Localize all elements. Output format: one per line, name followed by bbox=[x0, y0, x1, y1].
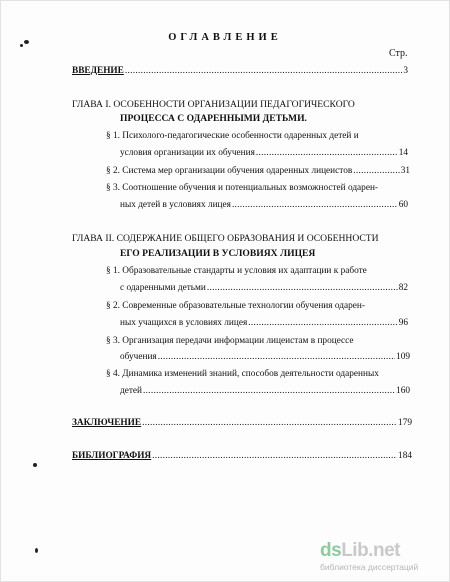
toc-entry-label: § 2. Система мер организации обучения одаренных лицеистов bbox=[106, 166, 353, 176]
dot-leader bbox=[207, 283, 398, 294]
dot-leader bbox=[143, 386, 395, 397]
toc-entry-page: 109 bbox=[396, 352, 410, 362]
page-column-label: Стр. bbox=[389, 48, 408, 59]
toc-entry-label: ных детей в условиях лицея bbox=[120, 200, 231, 210]
toc-entry-label: ВВЕДЕНИЕ bbox=[72, 66, 124, 76]
dot-leader bbox=[142, 418, 397, 429]
toc-entry-page: 60 bbox=[398, 200, 408, 210]
toc-title: ОГЛАВЛЕНИЕ bbox=[168, 32, 282, 43]
scan-speck bbox=[35, 548, 38, 553]
toc-entry-ch1-sec1 bbox=[120, 148, 408, 159]
toc-entry-page: 160 bbox=[396, 386, 410, 396]
toc-entry-page: 96 bbox=[398, 318, 408, 328]
toc-entry-page: 31 bbox=[400, 166, 410, 176]
toc-entry-label: с одаренными детьми bbox=[120, 283, 206, 293]
toc-entry-label: ЗАКЛЮЧЕНИЕ bbox=[72, 418, 142, 428]
ch2-sec1-line1: § 1. Образовательные стандарты и условия их адаптации к работе bbox=[106, 266, 367, 276]
scan-speck bbox=[20, 44, 23, 47]
dot-leader bbox=[125, 66, 402, 77]
ch1-sec3-line1: § 3. Соотношение обучения и потенциальных возможностей одарен- bbox=[106, 183, 379, 193]
toc-entry-bibliography bbox=[72, 451, 412, 462]
toc-entry-page: 179 bbox=[398, 418, 412, 428]
ch2-sec4-line1: § 4. Динамика изменений знаний, способов деятельности одаренных bbox=[106, 369, 379, 379]
chapter-1-heading-line2: ПРОЦЕССА С ОДАРЕННЫМИ ДЕТЬМИ. bbox=[120, 113, 307, 124]
ch2-sec3-line1: § 3. Организация передачи информации лицеистам в процессе bbox=[106, 336, 354, 346]
dot-leader bbox=[353, 166, 399, 177]
toc-entry-page: 14 bbox=[398, 148, 408, 158]
toc-entry-page: 3 bbox=[403, 66, 408, 76]
watermark-logo: dsLib.net bbox=[320, 540, 400, 561]
toc-entry-intro bbox=[72, 66, 408, 77]
toc-entry-ch1-sec2 bbox=[106, 166, 410, 177]
toc-entry-label: обучения bbox=[120, 352, 157, 362]
dot-leader bbox=[256, 148, 398, 159]
toc-entry-ch2-sec3 bbox=[120, 352, 410, 363]
chapter-2-heading-line1: ГЛАВА II. СОДЕРЖАНИЕ ОБЩЕГО ОБРАЗОВАНИЯ И ОСОБЕННОСТИ bbox=[72, 233, 379, 244]
dot-leader bbox=[158, 352, 395, 363]
dot-leader bbox=[152, 451, 397, 462]
toc-entry-label: ных учащихся в условиях лицея bbox=[120, 318, 248, 328]
scan-speck bbox=[24, 40, 29, 44]
toc-entry-page: 184 bbox=[398, 451, 412, 461]
toc-entry-label: детей bbox=[120, 386, 143, 396]
dot-leader bbox=[232, 200, 398, 211]
toc-entry-ch1-sec3 bbox=[120, 200, 408, 211]
dslib-watermark bbox=[320, 540, 440, 576]
toc-entry-ch2-sec2 bbox=[120, 318, 408, 329]
dot-leader bbox=[248, 318, 397, 329]
toc-entry-conclusion bbox=[72, 418, 412, 429]
toc-entry-label: БИБЛИОГРАФИЯ bbox=[72, 451, 152, 461]
watermark-subtitle: библиотека диссертаций bbox=[320, 562, 419, 572]
chapter-1-heading-line1: ГЛАВА I. ОСОБЕННОСТИ ОРГАНИЗАЦИИ ПЕДАГОГИЧЕСКОГО bbox=[72, 99, 355, 110]
scan-speck bbox=[33, 463, 37, 467]
toc-entry-page: 82 bbox=[398, 283, 408, 293]
toc-entry-ch2-sec1 bbox=[120, 283, 408, 294]
ch2-sec2-line1: § 2. Современные образовательные технологии обучения одарен- bbox=[106, 301, 365, 311]
chapter-2-heading-line2: ЕГО РЕАЛИЗАЦИИ В УСЛОВИЯХ ЛИЦЕЯ bbox=[120, 248, 316, 259]
ch1-sec1-line1: § 1. Психолого-педагогические особенности одаренных детей и bbox=[106, 131, 359, 141]
toc-entry-label: условия организации их обучения bbox=[120, 148, 255, 158]
toc-entry-ch2-sec4 bbox=[120, 386, 410, 397]
